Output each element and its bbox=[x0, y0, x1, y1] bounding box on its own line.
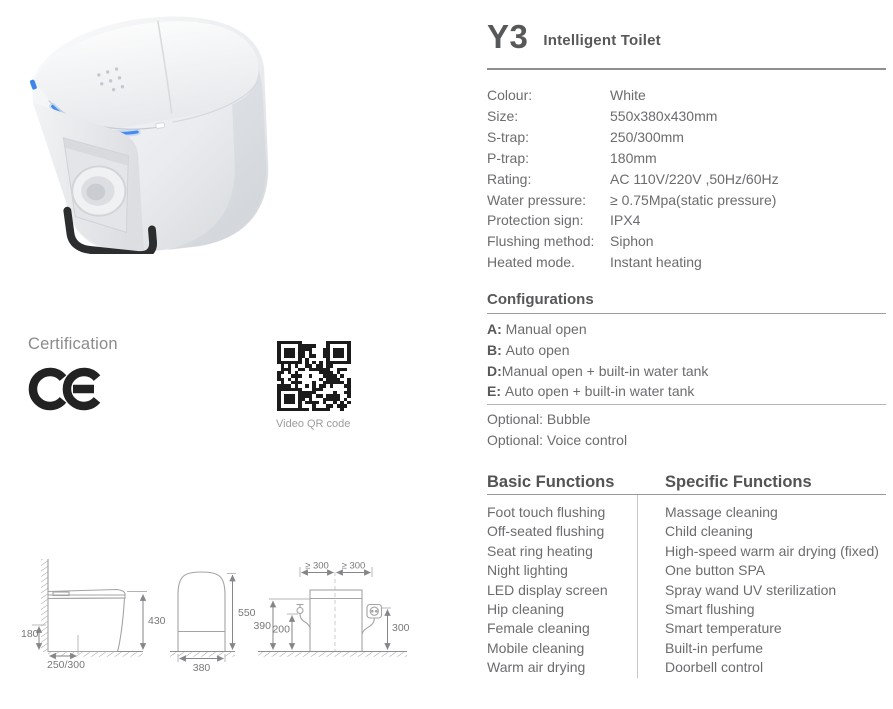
spec-row bbox=[487, 127, 886, 148]
product-photo bbox=[10, 8, 290, 254]
title-divider bbox=[487, 68, 886, 70]
function-item: Mobile cleaning bbox=[487, 639, 585, 656]
function-item: Female cleaning bbox=[487, 620, 590, 637]
product-title bbox=[487, 20, 886, 54]
configuration-list bbox=[487, 319, 886, 402]
spec-list bbox=[487, 85, 886, 273]
product-name: Intelligent Toilet bbox=[543, 32, 661, 49]
dimension-label: 550 bbox=[238, 607, 256, 619]
function-item: High-speed warm air drying (fixed) bbox=[665, 542, 879, 559]
spec-row bbox=[487, 85, 886, 106]
power-socket-icon bbox=[362, 605, 382, 635]
spec-label: Heated mode. bbox=[487, 254, 575, 271]
functions-headings bbox=[487, 471, 886, 493]
dimension-drawings bbox=[15, 545, 465, 707]
functions-columns bbox=[487, 494, 886, 678]
configuration-item: B: Auto open bbox=[487, 341, 570, 358]
spec-label: Flushing method: bbox=[487, 233, 595, 250]
function-item: Seat ring heating bbox=[487, 542, 593, 559]
function-item: Smart flushing bbox=[665, 601, 755, 617]
dimension-label: 180 bbox=[21, 628, 39, 640]
optional-list bbox=[487, 409, 886, 451]
optional-item: Optional: Voice control bbox=[487, 431, 628, 448]
spec-label: Water pressure: bbox=[487, 191, 587, 208]
optional-item: Optional: Bubble bbox=[487, 410, 591, 427]
function-item: Hip cleaning bbox=[487, 601, 565, 617]
function-item: Foot touch flushing bbox=[487, 503, 606, 520]
spec-label: Rating: bbox=[487, 170, 532, 187]
spec-value: Instant heating bbox=[610, 254, 702, 271]
function-item: Child cleaning bbox=[665, 523, 753, 540]
water-valve-icon bbox=[297, 605, 311, 630]
basic-functions-heading: Basic Functions bbox=[487, 472, 615, 491]
dimension-label: 390 bbox=[253, 620, 271, 632]
function-item: Spray wand UV sterilization bbox=[665, 581, 837, 598]
divider bbox=[487, 404, 886, 405]
function-item: Built-in perfume bbox=[665, 639, 764, 656]
dimension-label: ≥ 300 bbox=[305, 560, 329, 572]
configuration-item: D:Manual open + built-in water tank bbox=[487, 362, 709, 379]
divider bbox=[487, 313, 886, 314]
spec-label: P-trap: bbox=[487, 149, 530, 166]
dimension-label: 250/300 bbox=[47, 659, 85, 671]
dimension-label: 300 bbox=[392, 622, 410, 634]
spec-value: 180mm bbox=[610, 149, 657, 166]
spec-label: Colour: bbox=[487, 87, 533, 103]
ce-mark-logo bbox=[28, 363, 104, 415]
side-view-drawing bbox=[21, 559, 166, 671]
function-item: LED display screen bbox=[487, 581, 608, 598]
configuration-item: A: Manual open bbox=[487, 321, 587, 338]
spec-value: Siphon bbox=[610, 233, 654, 250]
front-view-drawing bbox=[170, 572, 256, 674]
spec-row bbox=[487, 231, 886, 252]
dimension-label: 200 bbox=[272, 623, 290, 636]
spec-row bbox=[487, 169, 886, 190]
spec-row bbox=[487, 106, 886, 127]
function-item: Smart temperature bbox=[665, 620, 782, 637]
specific-functions-heading: Specific Functions bbox=[665, 472, 812, 491]
spec-label: S-trap: bbox=[487, 128, 530, 145]
spec-value: 550x380x430mm bbox=[610, 107, 718, 124]
function-item: Warm air drying bbox=[487, 659, 586, 676]
spec-label: Protection sign: bbox=[487, 212, 584, 229]
spec-value: IPX4 bbox=[610, 212, 641, 229]
basic-functions-list bbox=[487, 495, 637, 678]
installation-drawing bbox=[253, 561, 409, 657]
dimension-label: ≥ 300 bbox=[341, 560, 366, 572]
function-item: Off-seated flushing bbox=[487, 523, 605, 540]
configuration-item: E: Auto open + built-in water tank bbox=[487, 383, 695, 400]
certification-heading: Certification bbox=[28, 335, 118, 353]
configurations-heading: Configurations bbox=[487, 291, 594, 309]
function-item: Doorbell control bbox=[665, 659, 764, 676]
spec-panel bbox=[487, 20, 886, 678]
function-item: Night lighting bbox=[487, 562, 568, 579]
qr-code-image bbox=[277, 341, 351, 411]
function-item: One button SPA bbox=[665, 562, 766, 579]
spec-value: AC 110V/220V ,50Hz/60Hz bbox=[610, 170, 779, 187]
spec-row bbox=[487, 210, 886, 231]
model-code: Y3 bbox=[487, 18, 529, 55]
spec-value: ≥ 0.75Mpa(static pressure) bbox=[610, 191, 777, 208]
function-item: Massage cleaning bbox=[665, 503, 778, 520]
spec-label: Size: bbox=[487, 107, 519, 124]
spec-value: White bbox=[610, 87, 646, 103]
specific-functions-list bbox=[637, 495, 886, 678]
spec-row bbox=[487, 252, 886, 273]
dimension-label: 430 bbox=[148, 615, 166, 627]
dimension-label: 380 bbox=[192, 662, 211, 674]
qr-caption: Video QR code bbox=[276, 418, 351, 430]
spec-row bbox=[487, 190, 886, 211]
spec-value: 250/300mm bbox=[610, 128, 684, 145]
toilet-illustration bbox=[29, 17, 268, 254]
spec-row bbox=[487, 148, 886, 169]
